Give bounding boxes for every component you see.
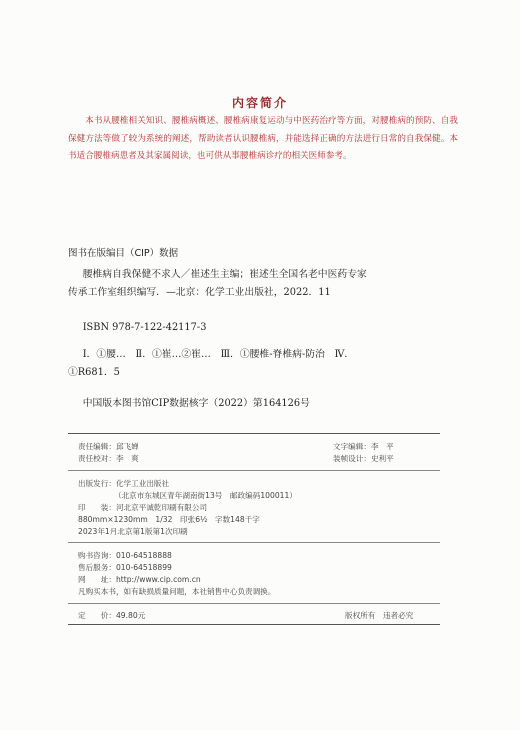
- editor-label: 责任编辑：: [78, 442, 116, 451]
- price-value: 49.80元: [115, 611, 146, 620]
- price-label: 定 价：: [78, 611, 116, 620]
- service-phone: 010-64518899: [115, 563, 172, 572]
- divider-contact-top: [68, 542, 440, 543]
- price-line: [78, 610, 145, 622]
- designer-name: 史利平: [370, 454, 394, 463]
- divider-publication-top: [68, 470, 440, 471]
- service-line: [78, 562, 172, 574]
- purchase-phone: 010-64518888: [115, 551, 172, 560]
- cip-heading: 图书在版编目（CIP）数据: [68, 248, 179, 259]
- printer-label: 印 装：: [78, 503, 116, 512]
- proofreader-label: 责任校对：: [78, 454, 116, 463]
- cip-title-block: 腰椎病自我保健不求人／崔述生主编；崔述生全国名老中医药专家传承工作室组织编写．—北京：化学工业出版社，2022．11: [68, 269, 367, 298]
- return-notice: 凡购买本书，如有缺损质量问题，本社销售中心负责调换。: [78, 587, 276, 596]
- cip-classification: Ⅰ．①腰… Ⅱ．①崔…②崔… Ⅲ．①腰椎-脊椎病-防治 Ⅳ．①R681．5: [68, 349, 355, 378]
- text-editor-label: 文字编辑：: [333, 442, 371, 451]
- cip-isbn: ISBN 978-7-122-42117-3: [82, 322, 207, 333]
- website-line: [78, 574, 201, 586]
- designer-label: 装帧设计：: [333, 454, 371, 463]
- editor-line: [78, 441, 139, 453]
- publisher-address: （北京市东城区青年湖南街13号 邮政编码100011）: [114, 491, 297, 500]
- publisher-line: [78, 478, 169, 490]
- divider-footer-bottom: [68, 624, 440, 625]
- summary-title: 内容简介: [231, 96, 288, 110]
- divider-credits-top: [68, 433, 440, 434]
- book-format: 880mm×1230mm 1/32 印张6½ 字数148千字: [78, 515, 260, 524]
- cip-record: 中国版本图书馆CIP数据核字（2022）第164126号: [82, 398, 310, 409]
- printer-name: 河北京平诚乾印刷有限公司: [115, 503, 208, 512]
- printer-line: [78, 502, 207, 514]
- text-editor-name: 李 平: [370, 442, 394, 451]
- website-url[interactable]: http://www.cip.com.cn: [115, 575, 201, 584]
- purchase-line: [78, 550, 172, 562]
- divider-footer-top: [68, 603, 440, 604]
- text-editor-line: [333, 441, 394, 453]
- designer-line: [333, 453, 394, 465]
- publisher-label: 出版发行：: [78, 479, 116, 488]
- proofreader-name: 李 爽: [115, 454, 139, 463]
- purchase-label: 购书咨询：: [78, 551, 116, 560]
- summary-body: 本书从腰椎相关知识、腰椎病概述、腰椎病康复运动与中医药治疗等方面，对腰椎病的预防、自我保健方法等做了较为系统的阐述，帮助读者认识腰椎病，并能选择正确的方法进行日常的自我保健。本书适合腰椎病患者及其家属阅读，也可供从事腰椎病诊疗的相关医师参考。: [68, 116, 458, 161]
- edition-info: 2023年1月北京第1版第1次印刷: [78, 527, 188, 536]
- publisher-name: 化学工业出版社: [115, 479, 170, 488]
- proofreader-line: [78, 453, 139, 465]
- service-label: 售后服务：: [78, 563, 116, 572]
- website-label: 网 址：: [78, 575, 116, 584]
- editor-name: 邱飞婵: [115, 442, 139, 451]
- copyright-notice: 版权所有 违者必究: [345, 611, 414, 620]
